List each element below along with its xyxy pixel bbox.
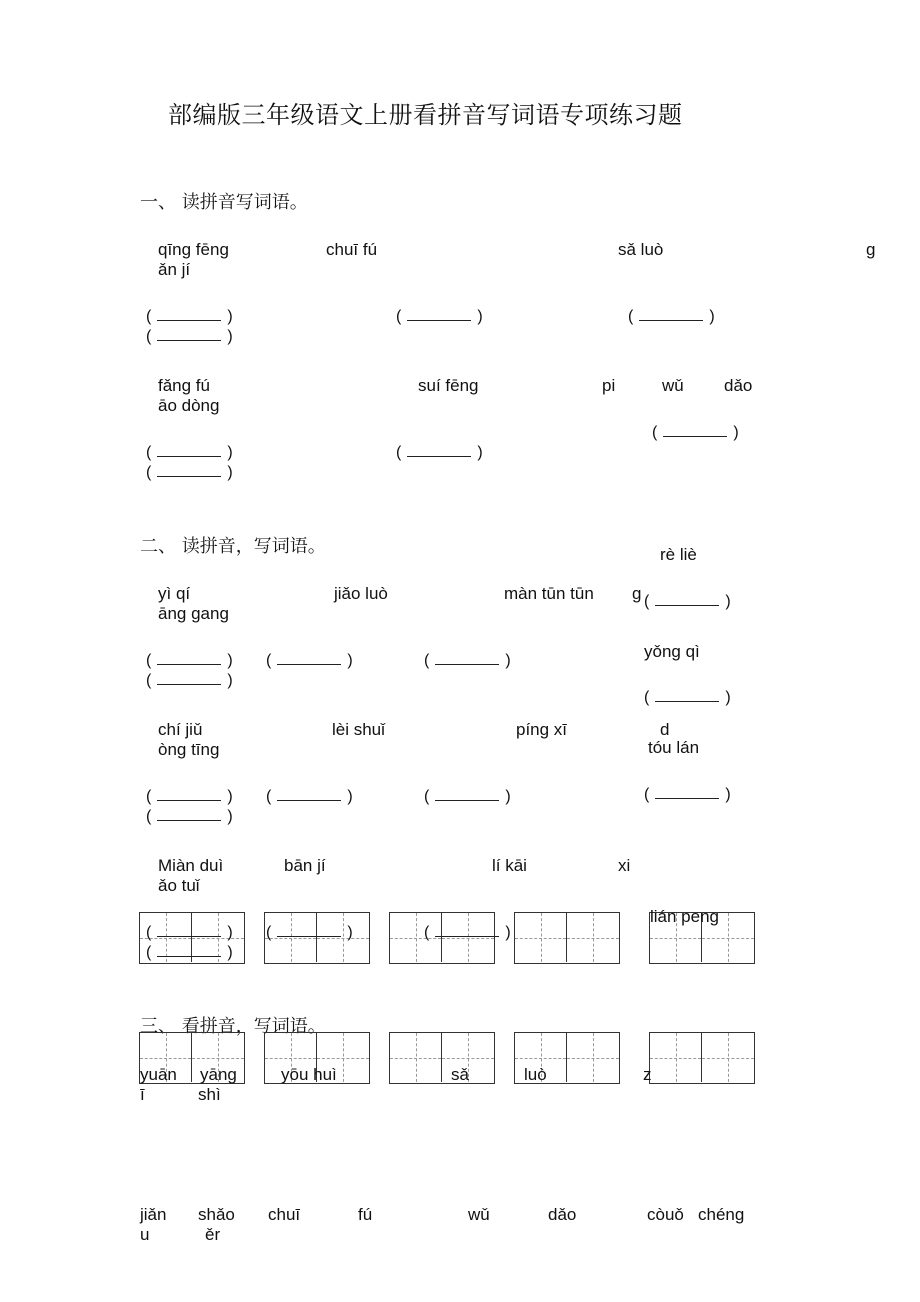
pinyin: chéng	[698, 1205, 745, 1224]
pinyin: g	[632, 584, 642, 603]
answer-blank[interactable]: ( )	[146, 788, 233, 805]
answer-blank[interactable]: ( )	[628, 308, 715, 325]
page-title: 部编版三年级语文上册看拼音写词语专项练习题	[168, 101, 683, 129]
pinyin: yì qí	[158, 584, 191, 603]
pinyin: chí jiǔ	[158, 720, 203, 739]
answer-blank[interactable]: ( )	[266, 924, 353, 941]
answer-blank[interactable]: ( )	[146, 308, 233, 325]
pinyin: d	[660, 720, 670, 739]
section-3-heading: 三、 看拼音，写词语。	[140, 1016, 326, 1037]
pinyin: xi	[618, 856, 631, 875]
pinyin: lián peng	[650, 907, 720, 926]
pinyin: g	[866, 240, 876, 259]
answer-blank[interactable]: ( )	[424, 924, 511, 941]
pinyin: ǎn jí	[158, 260, 191, 279]
section-1-heading: 一、 读拼音写词语。	[140, 192, 308, 213]
answer-blank[interactable]: ( )	[146, 328, 233, 345]
writing-grid[interactable]	[514, 912, 620, 964]
pinyin: chuī	[268, 1205, 301, 1224]
pinyin: āng gang	[158, 604, 229, 623]
pinyin: luò	[524, 1065, 547, 1084]
pinyin: chuī fú	[326, 240, 378, 259]
pinyin: còuǒ	[647, 1205, 684, 1224]
pinyin: qīng fēng	[158, 240, 229, 259]
answer-blank[interactable]: ( )	[146, 808, 233, 825]
pinyin: rè liè	[660, 545, 697, 564]
pinyin: Miàn duì	[158, 856, 224, 875]
answer-blank[interactable]: ( )	[644, 689, 731, 706]
answer-blank[interactable]: ( )	[146, 672, 233, 689]
answer-blank[interactable]: ( )	[424, 788, 511, 805]
pinyin: ī	[140, 1085, 145, 1104]
pinyin: u	[140, 1225, 150, 1244]
pinyin: wǔ	[662, 376, 684, 395]
pinyin: fǎng fú	[158, 376, 210, 395]
answer-blank[interactable]: ( )	[146, 944, 233, 961]
answer-blank[interactable]: ( )	[644, 786, 731, 803]
pinyin: shì	[198, 1085, 221, 1104]
pinyin: lèi shuǐ	[332, 720, 385, 739]
writing-grid[interactable]	[389, 1032, 495, 1084]
pinyin: shǎo	[198, 1205, 235, 1224]
pinyin: āo dòng	[158, 396, 220, 415]
pinyin: yuān	[140, 1065, 177, 1084]
pinyin: dǎo	[724, 376, 753, 395]
pinyin: ǎo tuǐ	[158, 876, 200, 895]
answer-blank[interactable]: ( )	[146, 652, 233, 669]
pinyin: yōu huì	[281, 1065, 337, 1084]
pinyin: ěr	[205, 1225, 221, 1244]
pinyin: z	[643, 1065, 652, 1084]
pinyin: sǎ	[451, 1065, 469, 1084]
pinyin: lí kāi	[492, 856, 527, 875]
answer-blank[interactable]: ( )	[652, 424, 739, 441]
answer-blank[interactable]: ( )	[424, 652, 511, 669]
answer-blank[interactable]: ( )	[266, 788, 353, 805]
pinyin: suí fēng	[418, 376, 479, 395]
answer-blank[interactable]: ( )	[396, 444, 483, 461]
pinyin: jiǎn	[140, 1205, 167, 1224]
section-2-heading: 二、 读拼音，写词语。	[140, 536, 326, 557]
pinyin: fú	[358, 1205, 373, 1224]
pinyin: píng xī	[516, 720, 568, 739]
answer-blank[interactable]: ( )	[146, 444, 233, 461]
answer-blank[interactable]: ( )	[266, 652, 353, 669]
answer-blank[interactable]: ( )	[146, 924, 233, 941]
pinyin: sǎ luò	[618, 240, 664, 259]
pinyin: jiǎo luò	[334, 584, 388, 603]
pinyin: pi	[602, 376, 616, 395]
answer-blank[interactable]: ( )	[396, 308, 483, 325]
pinyin: yǒng qì	[644, 642, 700, 661]
answer-blank[interactable]: ( )	[644, 593, 731, 610]
pinyin: òng tīng	[158, 740, 220, 759]
pinyin: dǎo	[548, 1205, 577, 1224]
pinyin: màn tūn tūn	[504, 584, 594, 603]
pinyin: yāng	[200, 1065, 237, 1084]
pinyin: bān jí	[284, 856, 326, 875]
writing-grid[interactable]	[649, 1032, 755, 1084]
pinyin: wǔ	[468, 1205, 490, 1224]
pinyin: tóu lán	[648, 738, 700, 757]
answer-blank[interactable]: ( )	[146, 464, 233, 481]
